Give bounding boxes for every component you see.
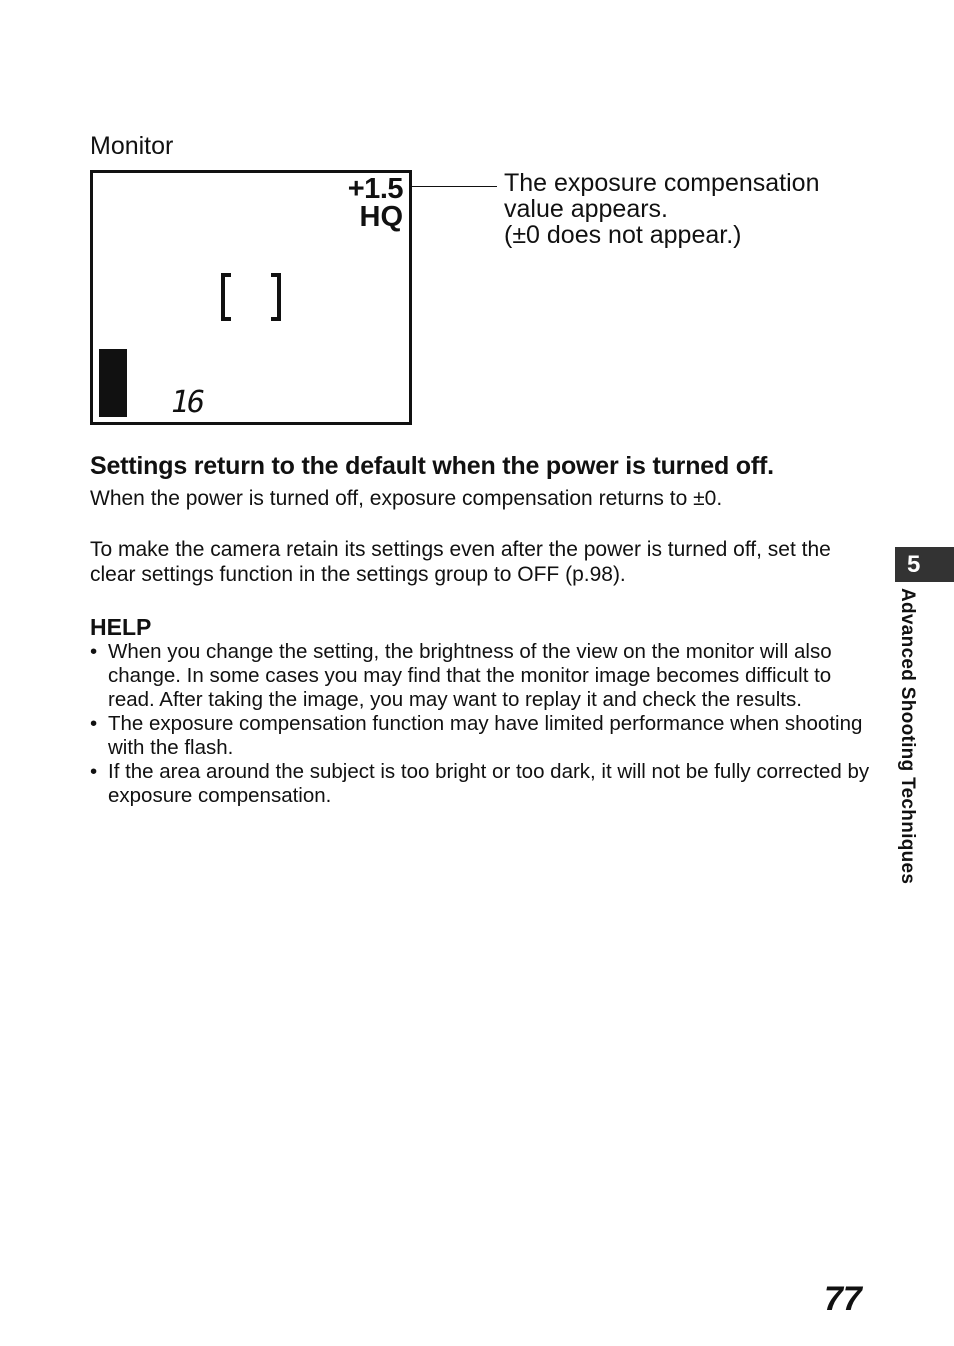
help-item: • If the area around the subject is too bright or too dark, it will not be fully corrected by exposure compensation. bbox=[90, 760, 880, 808]
help-heading: HELP bbox=[90, 614, 152, 640]
paragraph-retain-settings: To make the camera retain its settings even after the power is turned off, set the clear settings function in the settings group to OFF (p.98). bbox=[90, 538, 831, 586]
chapter-number-tab: 5 bbox=[895, 547, 954, 582]
monitor-display bbox=[90, 170, 412, 425]
memory-gauge-bar bbox=[99, 349, 127, 417]
help-item: • The exposure compensation function may have limited performance when shooting with the flash. bbox=[90, 712, 880, 760]
section-heading: Settings return to the default when the power is turned off. bbox=[90, 452, 774, 480]
callout-line-3: (±0 does not appear.) bbox=[504, 221, 742, 249]
help-list bbox=[90, 640, 880, 808]
paragraph-power-off: When the power is turned off, exposure compensation returns to ±0. bbox=[90, 487, 723, 510]
af-target-bracket-icon bbox=[217, 273, 285, 321]
page-number: 77 bbox=[824, 1280, 862, 1318]
chapter-title: Advanced Shooting Techniques bbox=[897, 588, 918, 885]
callout-text bbox=[504, 170, 819, 248]
image-quality-indicator: HQ bbox=[359, 201, 403, 233]
callout-leader-line bbox=[411, 186, 497, 187]
monitor-label: Monitor bbox=[90, 132, 174, 160]
shots-remaining-count: 16 bbox=[171, 385, 204, 420]
exposure-compensation-value: +1.5 bbox=[347, 173, 403, 205]
callout-line-2: value appears. bbox=[504, 195, 669, 223]
callout-line-1: The exposure compensation bbox=[504, 169, 820, 197]
help-item: • When you change the setting, the brightness of the view on the monitor will also change. In some cases you may find that the monitor image becomes difficult to read. After taking the image, you may want to replay it and check the results. bbox=[90, 640, 880, 712]
